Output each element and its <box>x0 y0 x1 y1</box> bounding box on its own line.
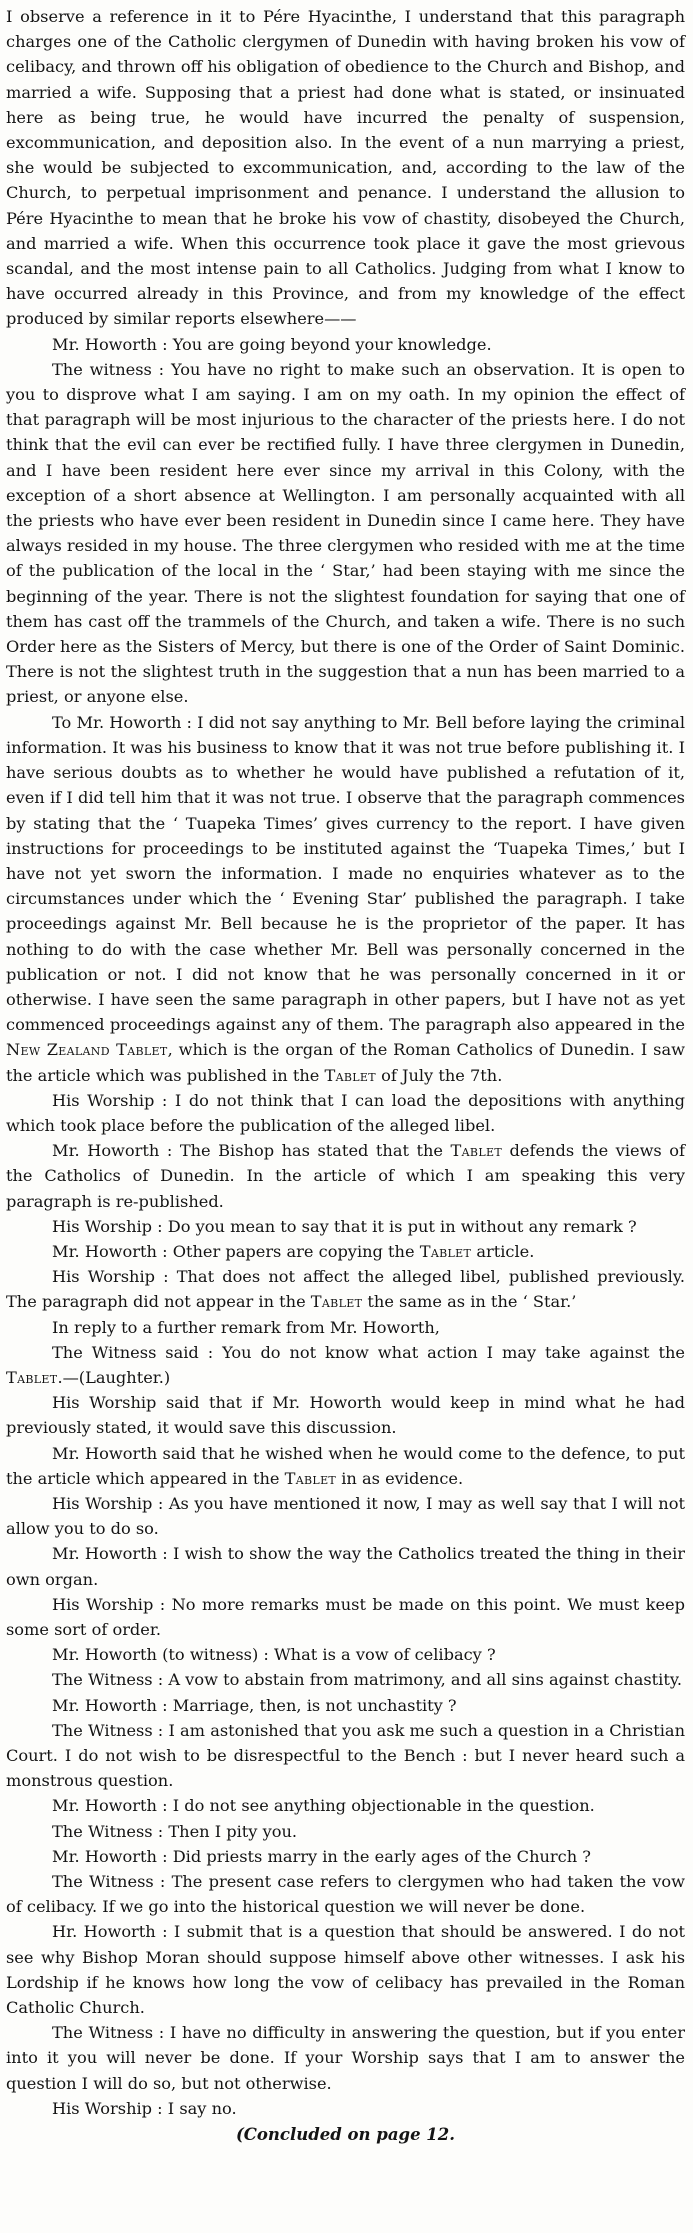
paragraph: His Worship : No more remarks must be made on this point. We must keep some sort of order. <box>6 1594 685 1639</box>
paragraph: To Mr. Howorth : I did not say anything to Mr. Bell before laying the criminal information. It was his business to know that it was not true before publishing it. I have serious doubts as to whether he would have published a refutation of it, even if I did tell him that it was not true. I observe that the paragraph commences by stating that the ‘ Tuapeka Times’ gives currency to the report. I have given instructions for proceedings to be instituted against the ‘Tuapeka Times,’ but I have not yet sworn the information. I made no enquiries whatever as to the circumstances under which the ‘ Evening Star’ published the paragraph. I take proceedings against Mr. Bell because he is the proprietor of the paper. It has nothing to do with the case whether Mr. Bell was personally concerned in the publication or not. I did not know that he was personally concerned in it or otherwise. I have seen the same paragraph in other papers, but I have not as yet commenced proceedings against any of them. The paragraph also appeared in the New Zealand Tablet, which is the organ of the Roman Catholics of Dunedin. I saw the article which was published in the Tablet of July the 7th. <box>6 712 685 1085</box>
newspaper-title: Tablet <box>450 1141 502 1161</box>
paragraph: His Worship said that if Mr. Howorth would keep in mind what he had previously stated, it would save this discussion. <box>6 1393 685 1438</box>
paragraph: I observe a reference in it to Pére Hyacinthe, I understand that this paragraph charges one of the Catholic clergymen of Dunedin with having broken his vow of celibacy, and thrown off his obligation of obedience to the Church and Bishop, and married a wife. Supposing that a priest had done what is stated, or insinuated here as being true, he would have incurred the penalty of suspension, excommunication, and deposition also. In the event of a nun marrying a priest, she would be subjected to excommunication, and, according to the law of the Church, to perpetual imprisonment and penance. I understand the allusion to Pére Hyacinthe to mean that he broke his vow of chastity, disobeyed the Church, and married a wife. When this occurrence took place it gave the most grievous scandal, and the most intense pain to all Catholics. Judging from what I know to have occurred already in this Province, and from my knowledge of the effect produced by similar reports elsewhere—— <box>6 7 685 329</box>
paragraph: The witness : You have no right to make such an observation. It is open to you to disprove what I am saying. I am on my oath. In my opinion the effect of that paragraph will be most injurious to the character of the priests here. I do not think that the evil can ever be rectified fully. I have three clergymen in Dunedin, and I have been resident here ever since my arrival in this Colony, with the exception of a short absence at Wellington. I am personally acquainted with all the priests who have ever been resident in Dunedin since I came here. They have always resided in my house. The three clergymen who resided with me at the time of the publication of the local in the ‘ Star,’ had been staying with me since the beginning of the year. There is not the slightest foundation for saying that one of them has cast off the trammels of the Church, and taken a wife. There is no such Order here as the Sisters of Mercy, but there is one of the Order of Saint Dominic. There is not the slightest truth in the suggestion that a nun has been married to a priest, or anyone else. <box>6 359 686 707</box>
paragraph: The Witness : The present case refers to clergymen who had taken the vow of celibacy. If we go into the historical question we will never be done. <box>6 1872 685 1917</box>
paragraph: The Witness : I am astonished that you ask me such a question in a Christian Court. I do not wish to be disrespectful to the Bench : but I never heard such a monstrous question. <box>6 1720 685 1791</box>
paragraph: In reply to a further remark from Mr. Howorth, <box>52 1317 440 1337</box>
paragraph: The Witness : I have no difficulty in answering the question, but if you enter into it you will never be done. If your Worship says that I am to answer the question I will do so, but not otherwise. <box>6 2023 685 2093</box>
newspaper-title: Tablet <box>324 1065 376 1085</box>
article-body <box>6 4 685 2121</box>
paragraph: His Worship : As you have mentioned it now, I may as well say that I will not allow you to do so. <box>6 1493 685 1539</box>
newspaper-title: Tablet <box>419 1241 472 1261</box>
newspaper-title: New Zealand Tablet <box>6 1040 168 1060</box>
paragraph: Mr. Howorth : Other papers are copying the Tablet article. <box>52 1241 535 1261</box>
paragraph: The Witness : A vow to abstain from matrimony, and all sins against chastity. <box>52 1670 682 1690</box>
continuation-note: (Concluded on page 12. <box>235 2125 456 2145</box>
paragraph: The Witness : Then I pity you. <box>52 1821 298 1841</box>
paragraph: Mr. Howorth : Marriage, then, is not unchastity ? <box>52 1695 457 1715</box>
paragraph: Hr. Howorth : I submit that is a question that should be answered. I do not see why Bishop Moran should suppose himself above other witnesses. I ask his Lordship if he knows how long the vow of celibacy has prevailed in the Roman Catholic Church. <box>6 1922 685 2018</box>
paragraph: Mr. Howorth : I wish to show the way the Catholics treated the thing in their own organ. <box>6 1544 685 1589</box>
paragraph: The Witness said : You do not know what action I may take against the Tablet.—(Laughter.) <box>6 1342 685 1387</box>
newspaper-title: Tablet <box>284 1468 337 1488</box>
newspaper-title: Tablet <box>6 1367 58 1387</box>
paragraph: His Worship : I say no. <box>52 2098 237 2118</box>
paragraph: Mr. Howorth : I do not see anything objectionable in the question. <box>52 1796 595 1816</box>
newspaper-title: Tablet <box>310 1292 363 1312</box>
paragraph: Mr. Howorth : You are going beyond your knowledge. <box>52 334 492 354</box>
paragraph: His Worship : That does not affect the alleged libel, published previously. The paragraph did not appear in the Tablet the same as in the ‘ Star.’ <box>6 1267 685 1312</box>
paragraph: His Worship : I do not think that I can load the depositions with anything which took place before the publication of the alleged libel. <box>6 1090 685 1135</box>
paragraph: His Worship : Do you mean to say that it is put in without any remark ? <box>52 1216 637 1236</box>
paragraph: Mr. Howorth (to witness) : What is a vow of celibacy ? <box>52 1645 496 1665</box>
paragraph: Mr. Howorth said that he wished when he would come to the defence, to put the article which appeared in the Tablet in as evidence. <box>6 1443 685 1488</box>
paragraph: Mr. Howorth : The Bishop has stated that the Tablet defends the views of the Catholics of Dunedin. In the article of which I am speaking this very paragraph is re-published. <box>6 1141 685 1211</box>
paragraph: Mr. Howorth : Did priests marry in the early ages of the Church ? <box>52 1846 591 1866</box>
